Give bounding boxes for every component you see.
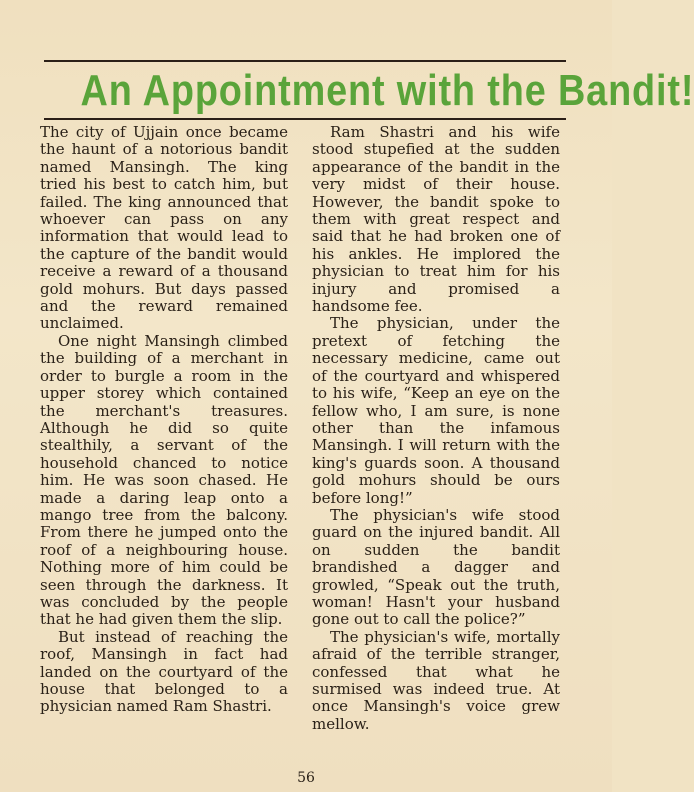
paragraph: But instead of reaching the roof, Mansingh in fact had landed on the courtyard of the house that belonged to a physician named Ram Shastri. [40,627,288,716]
left-column [40,124,288,716]
paragraph: The physician, under the pretext of fetching the necessary medicine, came out of the courtyard and whispered to his wife, “Keep an eye on the fellow who, I am sure, is none other than the infamous Mansingh. I will return with the king's guards soon. A thousand gold mohurs should be ours before long!” [312,314,560,507]
paragraph: One night Mansingh climbed the building of a merchant in order to burgle a room in the upper storey which contained the merchant's treasures. Although he did so quite stealthily, a servant of the household chanced to notice him. He was soon chased. He made a daring leap onto a mango tree from the balcony. From there he jumped onto the roof of a neighbouring house. Nothing more of him could be seen through the darkness. It was concluded by the people that he had given them the slip. [40,331,288,629]
paragraph: Ram Shastri and his wife stood stupefied at the sudden appearance of the bandit in the very midst of their house. However, the bandit spoke to them with great respect and said that he had broken one of his ankles. He implored the physician to treat him for his injury and promised a handsome fee. [312,123,560,316]
title-rule-bottom [44,118,566,120]
page-number: 56 [297,770,315,786]
right-column [312,124,560,733]
paragraph: The physician's wife, mortally afraid of the terrible stranger, confessed that what he surmised was indeed true. At once Mansingh's voice grew mellow. [312,627,560,733]
paragraph: The physician's wife stood guard on the injured bandit. All on sudden the bandit brandished a dagger and growled, “Speak out the truth, woman! Hasn't your husband gone out to call the police?” [312,505,560,629]
story-title: An Appointment with the Bandit! [80,66,694,115]
paragraph: The city of Ujjain once became the haunt of a notorious bandit named Mansingh. The king tried his best to catch him, but failed. The king announced that whoever can pass on any information that would lead to the capture of the bandit would receive a reward of a thousand gold mohurs. But days passed and the reward remained unclaimed. [40,123,288,333]
title-rule-top [44,60,566,62]
